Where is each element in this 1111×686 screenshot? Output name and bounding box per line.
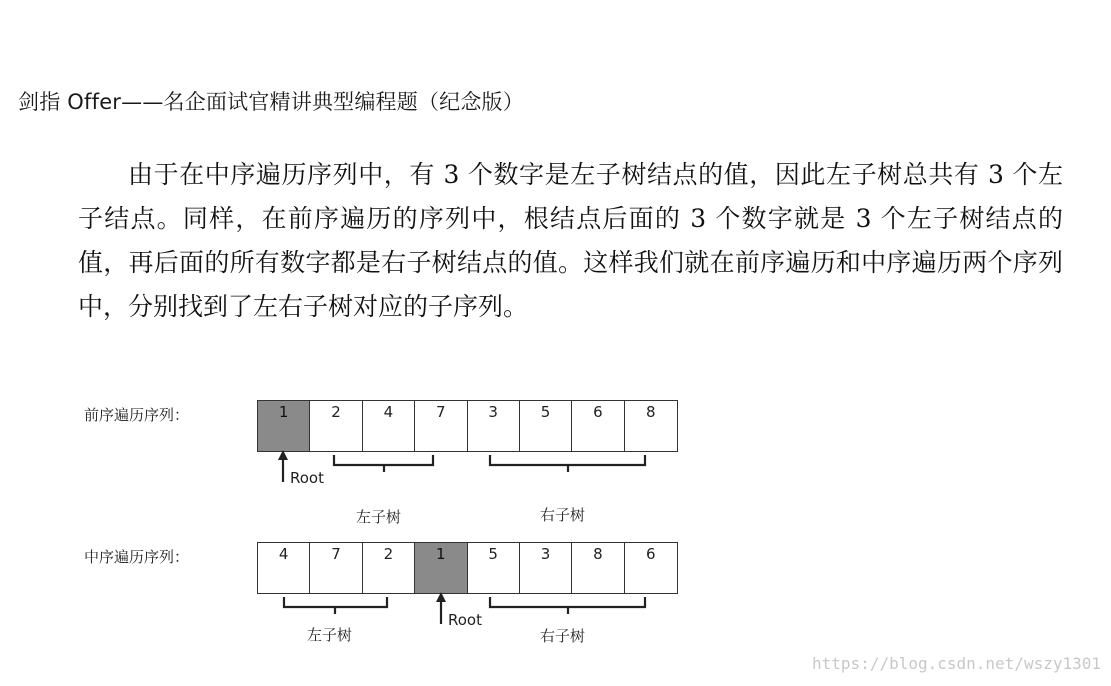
preorder-cell-root: 1 bbox=[258, 401, 310, 451]
inorder-root-arrowhead bbox=[436, 592, 446, 602]
inorder-cell: 4 bbox=[258, 543, 310, 593]
preorder-root-label: Root bbox=[290, 469, 324, 487]
inorder-cell: 6 bbox=[646, 545, 656, 563]
preorder-label: 前序遍历序列： bbox=[84, 406, 190, 424]
inorder-cell: 8 bbox=[572, 543, 624, 593]
inorder-cell: 2 bbox=[363, 543, 415, 593]
preorder-cell: 6 bbox=[572, 401, 624, 451]
inorder-cell: 5 bbox=[468, 543, 520, 593]
inorder-cell: 7 bbox=[310, 543, 362, 593]
preorder-cell: 2 bbox=[310, 401, 362, 451]
preorder-left-subtree-label: 左子树 bbox=[356, 508, 402, 526]
preorder-cell: 4 bbox=[363, 401, 415, 451]
inorder-left-subtree-label: 左子树 bbox=[307, 626, 353, 644]
inorder-right-subtree-label: 右子树 bbox=[540, 627, 586, 645]
preorder-cell: 3 bbox=[468, 401, 520, 451]
inorder-cell-root: 1 bbox=[415, 543, 467, 593]
book-header: 剑指 Offer——名企面试官精讲典型编程题（纪念版） bbox=[18, 90, 524, 114]
preorder-cell: 8 bbox=[646, 403, 656, 421]
preorder-cell: 5 bbox=[520, 401, 572, 451]
preorder-right-brace bbox=[490, 455, 645, 472]
preorder-cell: 7 bbox=[415, 401, 467, 451]
inorder-root-label: Root bbox=[448, 611, 482, 629]
inorder-left-brace bbox=[284, 597, 387, 614]
preorder-left-brace bbox=[334, 455, 433, 472]
preorder-right-subtree-label: 右子树 bbox=[540, 506, 586, 524]
inorder-cell: 3 bbox=[520, 543, 572, 593]
body-paragraph: 由于在中序遍历序列中，有 3 个数字是左子树结点的值，因此左子树总共有 3 个左子结点。同样，在前序遍历的序列中，根结点后面的 3 个数字就是 3 个左子树结点的值，再后面的所有数字都是右子树结点的值。这样我们就在前序遍历和中序遍历两个序列中，分别找到了左右子树对应的子序列。 bbox=[78, 160, 1063, 321]
watermark-url: https://blog.csdn.net/wszy1301 bbox=[812, 654, 1101, 673]
preorder-root-arrowhead bbox=[278, 450, 288, 460]
inorder-right-brace bbox=[490, 597, 645, 614]
inorder-label: 中序遍历序列： bbox=[84, 548, 190, 566]
